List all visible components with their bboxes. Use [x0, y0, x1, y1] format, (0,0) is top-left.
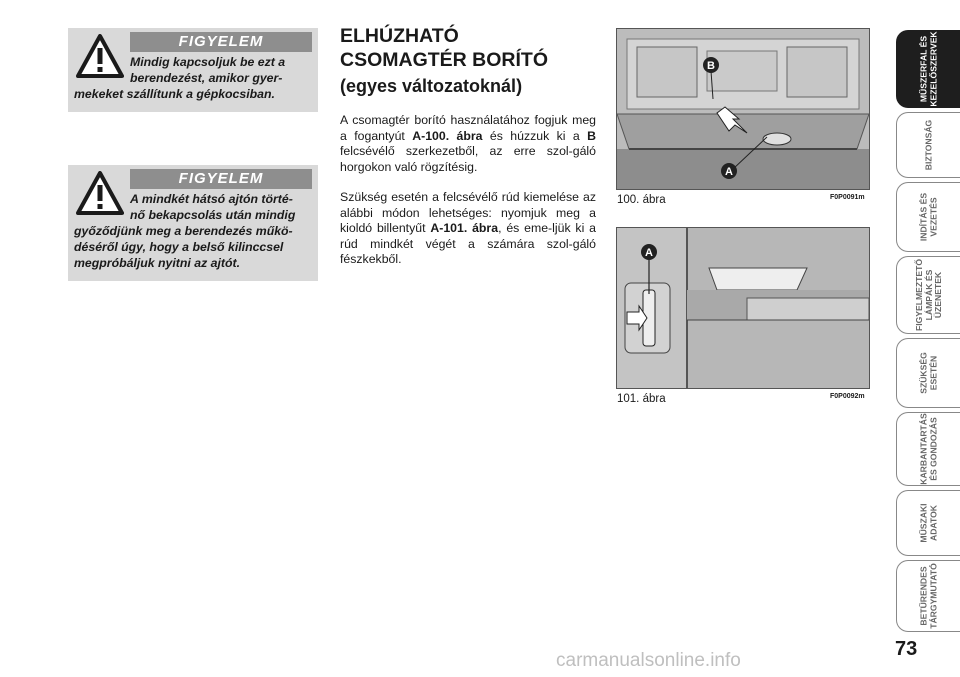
component-letter: B: [587, 128, 596, 143]
tab-muszaki[interactable]: [896, 490, 960, 556]
tab-label: MŰSZAKI ADATOK: [918, 503, 938, 543]
tab-figyelmezteto[interactable]: [896, 256, 960, 334]
watermark: carmanualsonline.info: [556, 650, 741, 671]
tab-inditas[interactable]: [896, 182, 960, 252]
text-run: felcsévélő szerkezetből, az erre szol-gáló horgokon való rögzítésig.: [340, 144, 596, 174]
figure-101-image: [616, 227, 870, 389]
warning-badge: FIGYELEM: [130, 32, 312, 52]
marker-a: A: [645, 247, 653, 259]
title-line: CSOMAGTÉR BORÍTÓ: [340, 49, 548, 71]
title-line: ELHÚZHATÓ: [340, 25, 459, 47]
tab-label: INDÍTÁS ÉS VEZETÉS: [918, 192, 938, 242]
warning-line: nő bekapcsolás után mindig: [130, 208, 296, 222]
cargo-cover-illustration: [617, 29, 869, 189]
warning-line: megpróbáljuk nyitni az ajtót.: [74, 256, 241, 270]
figure-101-caption: 101. ábra: [617, 393, 666, 405]
marker-a: A: [725, 166, 733, 178]
warning-line: A mindkét hátsó ajtón törté-: [130, 192, 293, 206]
tab-label: SZÜKSÉG ESETÉN: [918, 352, 938, 394]
warning-text: [74, 191, 312, 271]
tab-label: FIGYELMEZTETŐ LÁMPÁK ÉS ÜZENETEK: [913, 258, 943, 332]
marker-b: B: [707, 60, 715, 72]
figure-reference: A-100. ábra: [412, 128, 483, 143]
page-number: 73: [895, 638, 918, 660]
figure-reference: A-101. ábra: [430, 221, 499, 235]
text-run: A csomagtér borító használatához fogjuk meg a fogantyút: [340, 113, 596, 143]
tab-label: KARBANTARTÁS ÉS GONDOZÁS: [918, 413, 938, 485]
tab-label: BETŰRENDES TÁRGYMUTATÓ: [918, 563, 938, 629]
text-run: és húzzuk ki a: [482, 128, 588, 143]
warning-line: berendezést, amikor gyer-: [130, 71, 283, 85]
text-run: , és eme-ljük ki a rúd mindkét végét a számára szol-gáló fészkekből.: [340, 221, 596, 266]
figure-101-code: F0P0092m: [830, 393, 865, 400]
paragraph-2: [340, 190, 596, 268]
tab-betrendes[interactable]: [896, 560, 960, 632]
tab-muszerfal[interactable]: [896, 30, 960, 108]
tab-szukseg[interactable]: [896, 338, 960, 408]
section-subtitle: (egyes változatoknál): [340, 76, 523, 96]
warning-box-2: [68, 165, 318, 281]
tab-label: BIZTONSÁG: [922, 119, 933, 171]
text-run: Szükség esetén a felcsévélő rúd kiemelése az alábbi módon lehetséges: nyomjuk meg a kioldó billentyűt: [340, 190, 596, 235]
section-title: [340, 24, 600, 72]
tab-label: MŰSZERFAL ÉS KEZELŐSZERVEK: [918, 31, 938, 107]
warning-box-1: [68, 28, 318, 112]
tab-karbantartas[interactable]: [896, 412, 960, 486]
warning-line: mekeket szállítunk a gépkocsiban.: [74, 87, 275, 101]
warning-line: déséről úgy, hogy a belső kilinccsel: [74, 240, 284, 254]
paragraph-1: [340, 113, 596, 175]
tab-biztonsag[interactable]: [896, 112, 960, 178]
figure-100-caption: 100. ábra: [617, 194, 666, 206]
figure-100-code: F0P0091m: [830, 194, 865, 201]
warning-line: győződjünk meg a berendezés műkö-: [74, 224, 293, 238]
warning-line: Mindig kapcsoljuk be ezt a: [130, 55, 286, 69]
release-button-illustration: [617, 228, 869, 388]
warning-text: [74, 54, 312, 102]
warning-badge: FIGYELEM: [130, 169, 312, 189]
figure-100-image: [616, 28, 870, 190]
